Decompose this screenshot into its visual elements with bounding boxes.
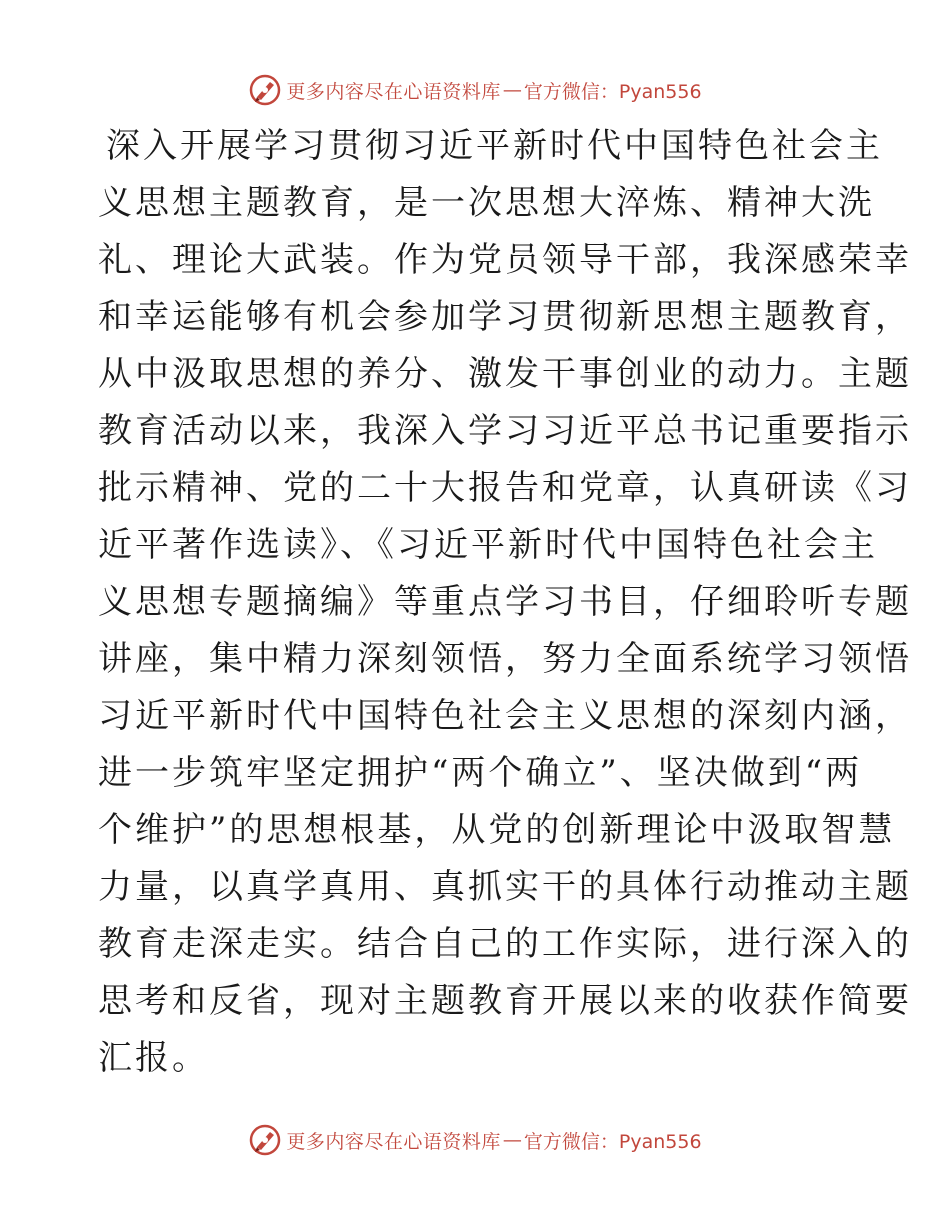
body-line: 习近平新时代中国特色社会主义思想的深刻内涵， [98,696,912,736]
body-line: 汇报。 [98,1038,209,1078]
pen-logo-icon [248,1123,282,1157]
body-line: 进一步筑牢坚定拥护“两个确立”、坚决做到“两 [98,753,863,793]
body-line: 教育活动以来，我深入学习习近平总书记重要指示 [98,411,912,451]
banner-main-text: 更多内容尽在心语资料库 [286,80,501,103]
body-line: 义思想主题教育，是一次思想大淬炼、精神大洗 [98,183,875,223]
body-line: 教育走深走实。结合自己的工作实际，进行深入的 [98,924,912,964]
pen-logo-icon [248,73,282,107]
body-line: 讲座，集中精力深刻领悟，努力全面系统学习领悟 [98,639,912,679]
banner-main-text: 更多内容尽在心语资料库 [286,1130,501,1153]
body-line: 义思想专题摘编》等重点学习书目，仔细聆听专题 [98,582,912,622]
banner-wechat-text: 官方微信：Pyan556 [523,80,702,103]
document-body [98,118,912,1087]
body-line: 力量，以真学真用、真抓实干的具体行动推动主题 [98,867,912,907]
banner-wechat-text: 官方微信：Pyan556 [523,1130,702,1153]
body-line: 和幸运能够有机会参加学习贯彻新思想主题教育， [98,297,912,337]
body-line: 深入开展学习贯彻习近平新时代中国特色社会主 [106,126,883,166]
footer-banner [0,1120,950,1160]
body-line: 个维护”的思想根基，从党的创新理论中汲取智慧 [98,810,896,850]
body-line: 从中汲取思想的养分、激发干事创业的动力。主题 [98,354,912,394]
body-line: 思考和反省，现对主题教育开展以来的收获作简要 [98,981,912,1021]
body-line: 礼、理论大武装。作为党员领导干部，我深感荣幸 [98,240,912,280]
banner-dash: — [502,1129,522,1151]
body-line: 批示精神、党的二十大报告和党章，认真研读《习 [98,468,912,508]
body-line: 近平著作选读》、《习近平新时代中国特色社会主 [98,525,878,565]
header-banner [0,70,950,110]
banner-dash: — [502,79,522,101]
